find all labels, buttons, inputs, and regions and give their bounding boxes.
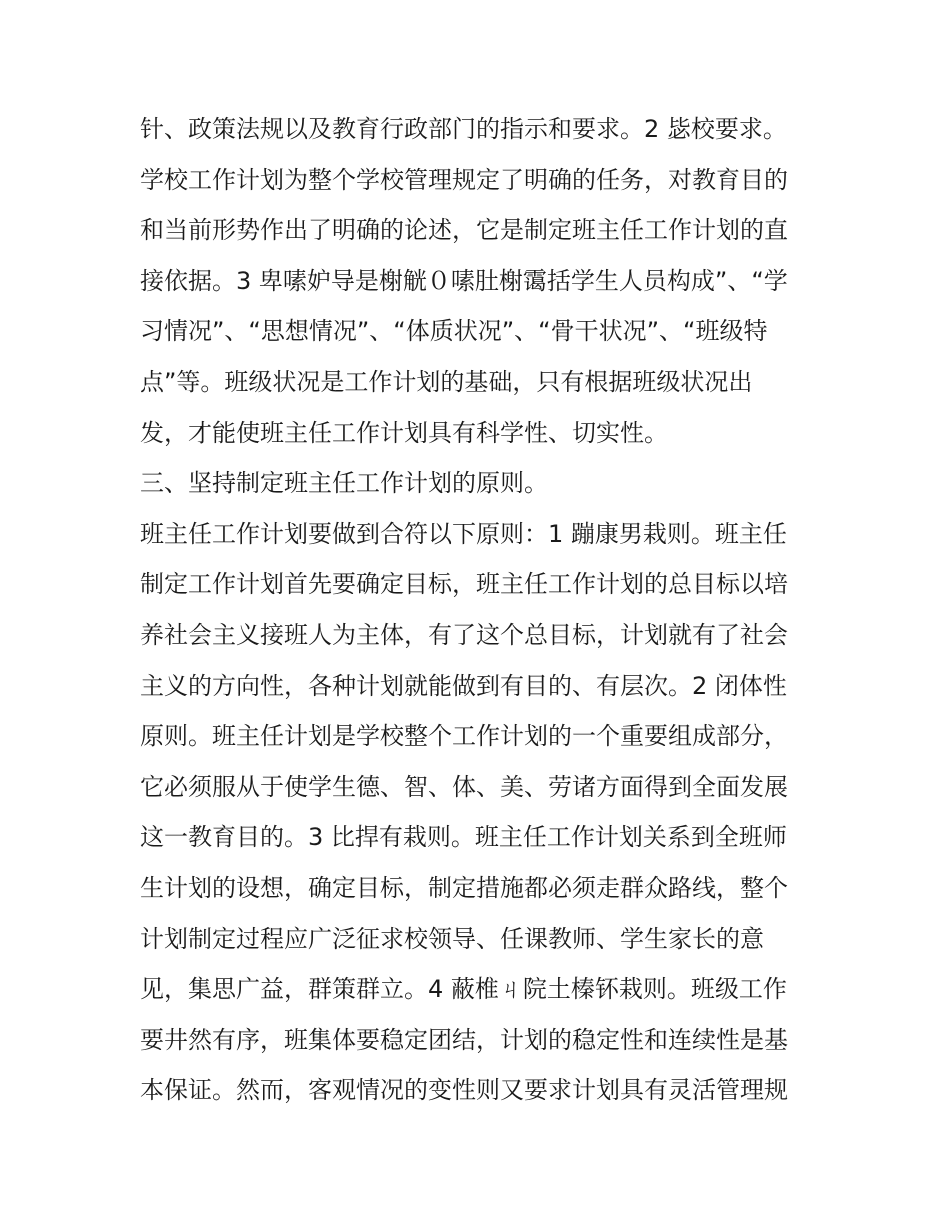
document-body xyxy=(140,104,830,1116)
text-line: 它必须服从于使学生德、智、体、美、劳诸方面得到全面发展 xyxy=(140,772,788,801)
text-line: 原则。班主任计划是学校整个工作计划的一个重要组成部分， xyxy=(140,722,788,751)
text-line: 制定工作计划首先要确定目标，班主任工作计划的总目标以培 xyxy=(140,570,788,599)
text-line: 生计划的设想，确定目标，制定措施都必须走群众路线，整个 xyxy=(140,873,788,902)
text-line: 接依据。3 卑嗉妒导是榭觥０嗉肚榭霭括学生人员构成”、“学 xyxy=(140,266,788,295)
text-line: 养社会主义接班人为主体，有了这个总目标，计划就有了社会 xyxy=(140,620,788,649)
text-line: 发，才能使班主任工作计划具有科学性、切实性。 xyxy=(140,418,668,447)
text-line: 学校工作计划为整个学校管理规定了明确的任务，对教育目的 xyxy=(140,165,788,194)
text-line: 主义的方向性，各种计划就能做到有目的、有层次。2 闭体性 xyxy=(140,671,787,700)
text-line: 本保证。然而，客观情况的变性则又要求计划具有灵活管理规 xyxy=(140,1076,788,1105)
section-heading: 三、坚持制定班主任工作计划的原则。 xyxy=(140,469,548,498)
text-line: 要井然有序，班集体要稳定团结，计划的稳定性和连续性是基 xyxy=(140,1025,788,1054)
text-line: 见，集思广益，群策群立。4 蔽椎ㄐ院土榛钚栽则。班级工作 xyxy=(140,975,787,1004)
text-line: 和当前形势作出了明确的论述，它是制定班主任工作计划的直 xyxy=(140,216,788,245)
text-line: 班主任工作计划要做到合符以下原则：1 蹦康男栽则。班主任 xyxy=(140,519,787,548)
text-line: 习情况”、“思想情况”、“体质状况”、“骨干状况”、“班级特 xyxy=(140,317,768,346)
text-line: 计划制定过程应广泛征求校领导、任课教师、学生家长的意 xyxy=(140,924,764,953)
text-line: 这一教育目的。3 比捍有栽则。班主任工作计划关系到全班师 xyxy=(140,823,787,852)
text-line: 点”等。班级状况是工作计划的基础，只有根据班级状况出 xyxy=(140,367,753,396)
text-line: 针、政策法规以及教育行政部门的指示和要求。2 毖校要求。 xyxy=(140,115,787,143)
